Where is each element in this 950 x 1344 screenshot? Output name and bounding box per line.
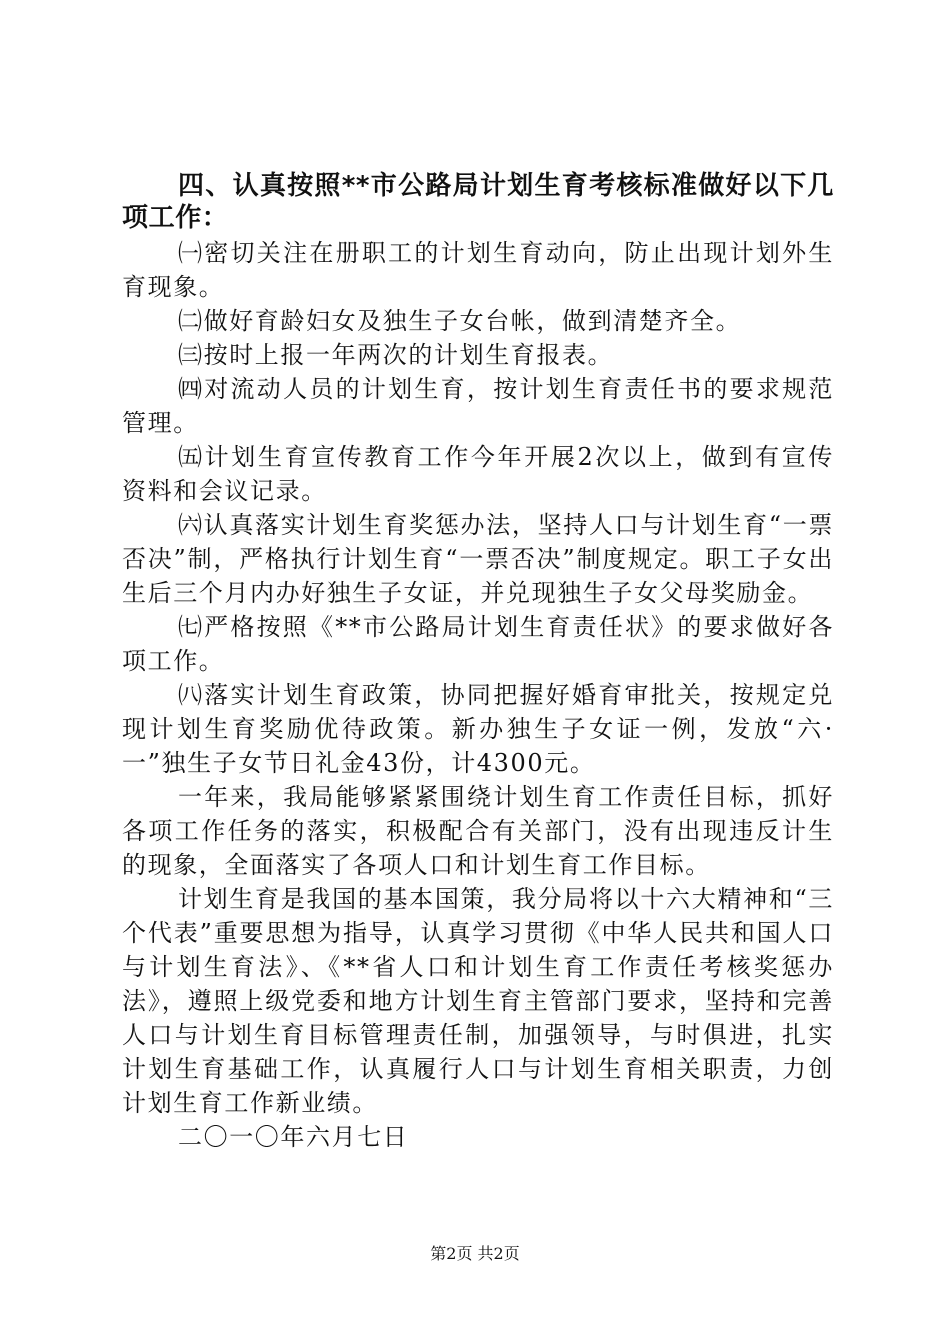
list-item-7: ㈦严格按照《**市公路局计划生育责任状》的要求做好各项工作。 [122,613,834,675]
list-item-8: ㈧落实计划生育政策，协同把握好婚育审批关，按规定兑现计划生育奖励优待政策。新办独生子女证一例，发放“六·一”独生子女节日礼金43份，计4300元。 [122,681,834,777]
list-item-4: ㈣对流动人员的计划生育，按计划生育责任书的要求规范管理。 [122,375,834,437]
list-item-2: ㈡做好育龄妇女及独生子女台帐，做到清楚齐全。 [178,307,742,335]
summary-paragraph: 一年来，我局能够紧紧围绕计划生育工作责任目标，抓好各项工作任务的落实，积极配合有关部门，没有出现违反计生的现象，全面落实了各项人口和计划生育工作目标。 [122,783,834,879]
document-body [122,170,834,1154]
document-date: 二〇一〇年六月七日 [178,1123,409,1151]
list-item-1: ㈠密切关注在册职工的计划生育动向，防止出现计划外生育现象。 [122,239,834,301]
page-footer: 第2页 共2页 [430,1244,520,1263]
list-item-5: ㈤计划生育宣传教育工作今年开展2次以上，做到有宣传资料和会议记录。 [122,443,834,505]
list-item-3: ㈢按时上报一年两次的计划生育报表。 [178,341,614,369]
closing-paragraph: 计划生育是我国的基本国策，我分局将以十六大精神和“三个代表”重要思想为指导，认真学习贯彻《中华人民共和国人口与计划生育法》、《**省人口和计划生育工作责任考核奖惩办法》，遵照上级党委和地方计划生育主管部门要求，坚持和完善人口与计划生育目标管理责任制，加强领导，与时俱进，扎实计划生育基础工作，认真履行人口与计划生育相关职责，力创计划生育工作新业绩。 [122,885,834,1117]
list-item-6: ㈥认真落实计划生育奖惩办法，坚持人口与计划生育“一票否决”制，严格执行计划生育“一票否决”制度规定。职工子女出生后三个月内办好独生子女证，并兑现独生子女父母奖励金。 [122,511,834,607]
section-heading: 四、认真按照**市公路局计划生育考核标准做好以下几项工作： [122,171,834,233]
